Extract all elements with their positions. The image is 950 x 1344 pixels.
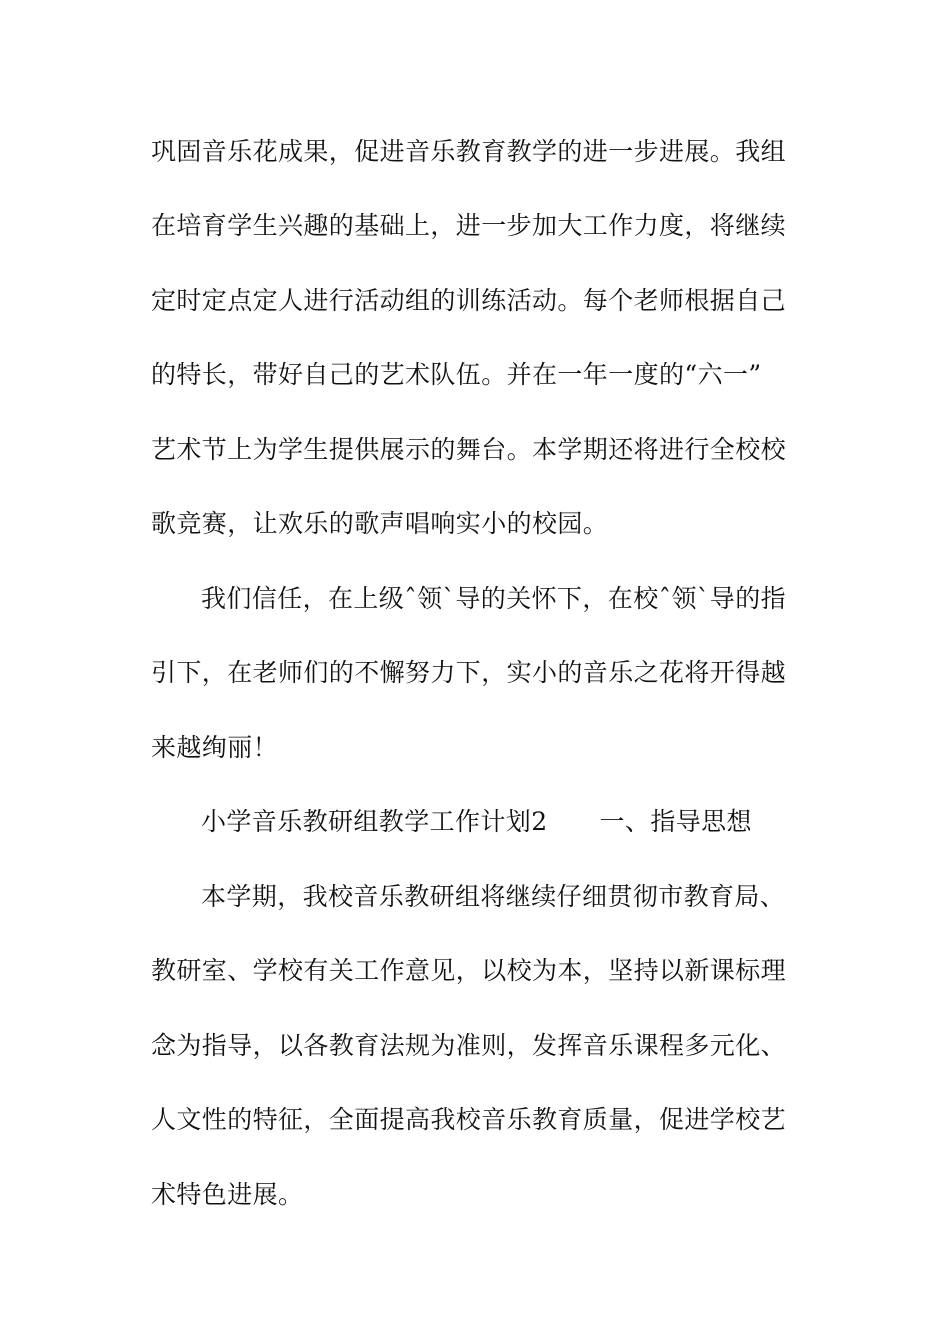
paragraph-line: 术特色进展。 bbox=[151, 1180, 304, 1209]
paragraph-line: 的特长，带好自己的艺术队伍。并在一年一度的“六一” bbox=[151, 360, 762, 389]
paragraph-line: 念为指导，以各教育法规为准则，发挥音乐课程多元化、 bbox=[151, 1031, 787, 1060]
section-heading bbox=[201, 802, 841, 842]
paragraph-line: 本学期，我校音乐教研组将继续仔细贯彻市教育局、 bbox=[201, 882, 786, 911]
paragraph-line: 艺术节上为学生提供展示的舞台。本学期还将进行全校校 bbox=[151, 435, 787, 464]
paragraph-line: 巩固音乐花成果，促进音乐教育教学的进一步进展。我组 bbox=[151, 137, 787, 166]
paragraph-line: 教研室、学校有关工作意见，以校为本，坚持以新课标理 bbox=[151, 956, 787, 985]
paragraph-line: 人文性的特征，全面提高我校音乐教育质量，促进学校艺 bbox=[151, 1105, 787, 1134]
paragraph-line: 引下，在老师们的不懈努力下，实小的音乐之花将开得越 bbox=[151, 658, 787, 687]
paragraph-line: 定时定点定人进行活动组的训练活动。每个老师根据自己 bbox=[151, 286, 787, 315]
section-title: 一、指导思想 bbox=[599, 807, 752, 836]
paragraph-line: 歌竞赛，让欢乐的歌声唱响实小的校园。 bbox=[151, 509, 609, 538]
plan-title: 小学音乐教研组教学工作计划2 bbox=[201, 807, 548, 836]
paragraph-line: 在培育学生兴趣的基础上，进一步加大工作力度，将继续 bbox=[151, 211, 787, 240]
paragraph-line: 来越绚丽！ bbox=[151, 733, 279, 762]
paragraph-line: 我们信任，在上级ˆ领ˋ导的关怀下，在校ˆ领ˋ导的指 bbox=[201, 584, 787, 613]
